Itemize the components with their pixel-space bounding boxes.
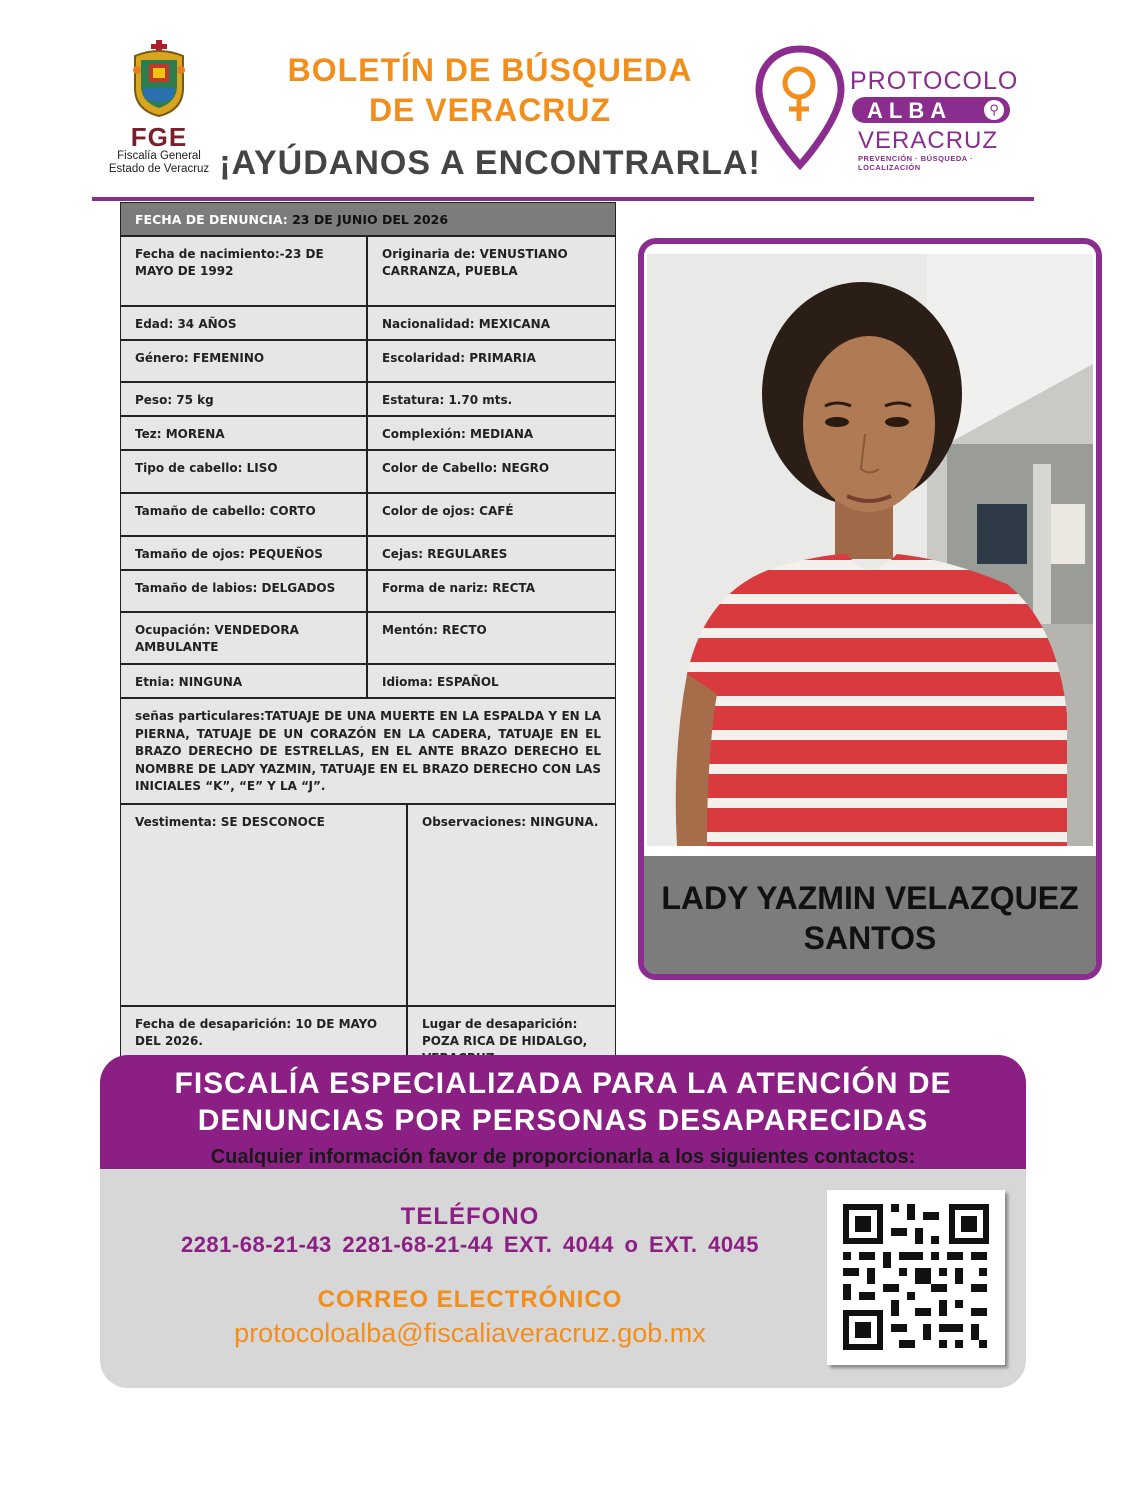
data-row (121, 805, 615, 1007)
data-row (121, 307, 615, 341)
observations: Observaciones: NINGUNA. (422, 815, 599, 829)
distinguishing-marks: señas particulares:TATUAJE DE UNA MUERTE EN LA ESPALDA Y EN LA PIERNA, TATUAJE DE UN CORAZÓN EN LA CADERA, TATUAJE EN EL BRAZO DERECHO DE ESTRELLAS, EN EL ANTE BRAZO DERECHO EL NOMBRE DE LADY YAZMIN, TATUAJE EN EL BRAZO DERECHO CON LAS INICIALES “K”, “E” Y LA “J”. (121, 699, 615, 805)
disappearance-date: Fecha de desaparición: 10 DE MAYO DEL 2026. (121, 1007, 408, 1074)
prosecutor-office-line1: FISCALÍA ESPECIALIZADA PARA LA ATENCIÓN DE (174, 1067, 952, 1100)
age: Edad: 34 AÑOS (121, 307, 368, 339)
alba-text: ALBA (867, 98, 953, 123)
email-address[interactable]: protocoloalba@fiscaliaveracruz.gob.mx (234, 1318, 706, 1348)
skin-tone: Tez: MORENA (121, 417, 368, 449)
data-row (121, 383, 615, 417)
veracruz-coat-of-arms-icon (129, 40, 189, 118)
bulletin-title (250, 50, 730, 130)
protocolo-alba-logo (755, 45, 1025, 170)
data-row (121, 613, 615, 665)
fge-name-line2: Estado de Veracruz (108, 163, 210, 175)
person-photo (647, 254, 1093, 846)
contact-instructions: Cualquier información favor de proporcionarla a los siguientes contactos: (210, 1146, 916, 1168)
person-name-box (644, 856, 1096, 980)
alba-protocolo-text: PROTOCOLO (850, 67, 1019, 95)
report-date-label: FECHA DE DENUNCIA: (135, 212, 288, 227)
eyebrows: Cejas: REGULARES (382, 547, 508, 561)
disappearance-place: Lugar de desaparición: POZA RICA DE HIDALGO, (422, 1017, 588, 1048)
gender: Género: FEMENINO (121, 341, 368, 381)
fge-logo (104, 40, 214, 185)
prosecutor-office-line2: DENUNCIAS POR PERSONAS DESAPARECIDAS (197, 1104, 929, 1137)
email-label: CORREO ELECTRÓNICO (317, 1286, 623, 1313)
birth-date: Fecha de nacimiento:-23 DE MAYO DE 1992 (121, 237, 368, 305)
magnifier-icon: ⚲ (984, 100, 1004, 120)
hair-length: Tamaño de cabello: CORTO (121, 494, 368, 535)
weight: Peso: 75 kg (121, 383, 368, 415)
data-row (121, 417, 615, 451)
alba-badge (852, 97, 1010, 123)
header-divider (92, 197, 1034, 201)
data-row (121, 237, 615, 307)
chin: Mentón: RECTO (382, 623, 487, 637)
fge-name-line1: Fiscalía General (117, 150, 201, 162)
data-row (121, 537, 615, 571)
data-row (121, 341, 615, 383)
data-row (121, 494, 615, 537)
eye-size: Tamaño de ojos: PEQUEÑOS (121, 537, 368, 569)
eye-color: Color de ojos: CAFÉ (382, 504, 514, 518)
help-find-her-heading: ¡AYÚDANOS A ENCONTRARLA! (219, 144, 761, 182)
data-row (121, 451, 615, 494)
person-photo-card (638, 238, 1102, 980)
phone-numbers[interactable]: 2281-68-21-43 2281-68-21-44 EXT. 4044 o EXT. 4045 (180, 1232, 760, 1257)
data-row (121, 571, 615, 613)
height: Estatura: 1.70 mts. (382, 393, 513, 407)
hair-type: Tipo de cabello: LISO (121, 451, 368, 492)
lip-size: Tamaño de labios: DELGADOS (121, 571, 368, 611)
phone-label: TELÉFONO (400, 1203, 540, 1230)
data-row (121, 665, 615, 699)
language: Idioma: ESPAÑOL (382, 675, 499, 689)
person-portrait-illustration (647, 254, 1093, 846)
missing-person-data-sheet (120, 202, 616, 1075)
build: Complexión: MEDIANA (382, 427, 534, 441)
prosecutor-office-title (100, 1065, 1026, 1139)
ethnicity: Etnia: NINGUNA (121, 665, 368, 697)
occupation: Ocupación: VENDEDORA AMBULANTE (121, 613, 368, 663)
schooling: Escolaridad: PRIMARIA (382, 351, 536, 365)
nationality: Nacionalidad: MEXICANA (382, 317, 551, 331)
bulletin-title-line2: DE VERACRUZ (368, 92, 612, 128)
report-date-value: 23 DE JUNIO DEL 2026 (292, 212, 449, 227)
person-name: LADY YAZMIN VELAZQUEZ SANTOS (661, 880, 1079, 956)
nose-shape: Forma de nariz: RECTA (382, 581, 535, 595)
alba-tagline: PREVENCIÓN · BÚSQUEDA · LOCALIZACIÓN (858, 154, 973, 172)
origin: Originaria de: VENUSTIANO CARRANZA, PUEBLA (382, 247, 568, 278)
report-date-row (121, 203, 615, 237)
bulletin-title-line1: BOLETÍN DE BÚSQUEDA (287, 52, 693, 88)
map-pin-female-icon (755, 45, 845, 170)
qr-code-icon (827, 1190, 1005, 1365)
alba-veracruz-text: VERACRUZ (858, 127, 999, 154)
clothing: Vestimenta: SE DESCONOCE (121, 805, 408, 1005)
hair-color: Color de Cabello: NEGRO (382, 461, 550, 475)
qr-code[interactable] (827, 1190, 1005, 1365)
fge-abbreviation: FGE (130, 122, 188, 152)
